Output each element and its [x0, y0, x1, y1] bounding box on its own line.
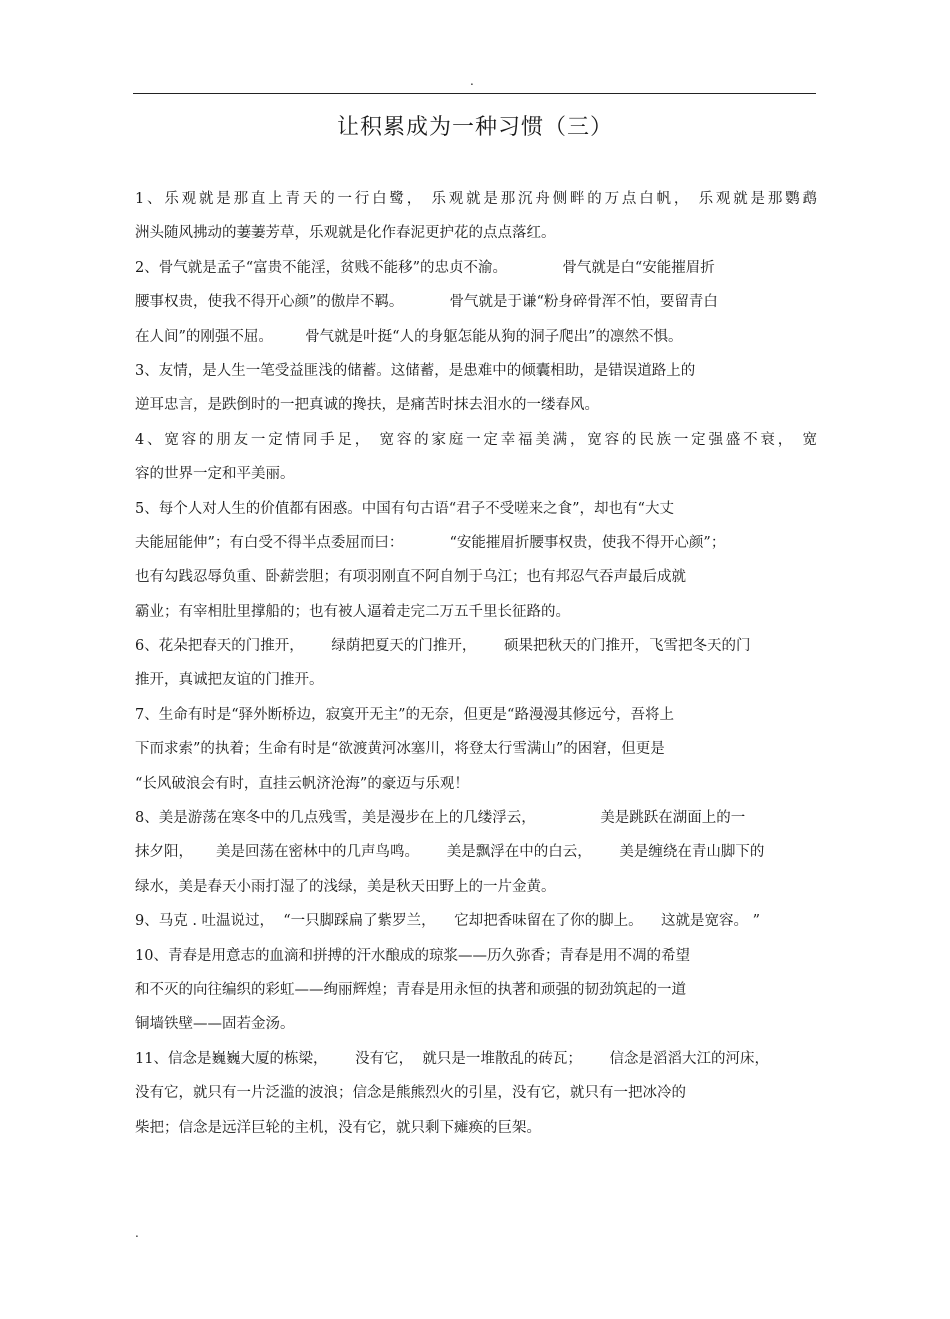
text-line: 腰事权贵，使我不得开心颜”的傲岸不羁。 骨气就是于谦“粉身碎骨浑不怕，要留青白	[135, 294, 718, 311]
text-line: 柴把；信念是远洋巨轮的主机，没有它，就只剩下瘫痪的巨架。	[135, 1119, 541, 1136]
text-line: 8、美是游荡在寒冬中的几点残雪，美是漫步在上的几缕浮云， 美是跳跃在湖面上的一	[135, 810, 746, 827]
header-rule	[133, 93, 816, 94]
text-line: 没有它，就只有一片泛滥的波浪；信念是熊熊烈火的引星，没有它，就只有一把冰冷的	[135, 1085, 686, 1102]
text-line: 10、青春是用意志的血滴和拼搏的汗水酿成的琼浆——历久弥香；青春是用不凋的希望	[135, 947, 690, 964]
text-line: 4、宽容的朋友一定情同手足， 宽容的家庭一定幸福美满，宽容的民族一定强盛不衰， 宽	[135, 431, 817, 448]
text-line: 5、每个人对人生的价值都有困惑。中国有句古语“君子不受嗟来之食”，却也有“大丈	[135, 500, 674, 517]
header-dot: .	[470, 74, 474, 88]
text-line: “长风破浪会有时，直挂云帆济沧海”的豪迈与乐观！	[135, 775, 469, 792]
text-line: 1、乐观就是那直上青天的一行白鹭， 乐观就是那沉舟侧畔的万点白帆， 乐观就是那鹦鹉	[135, 191, 817, 207]
text-line: 逆耳忠言，是跌倒时的一把真诚的搀扶，是痛苦时抹去泪水的一缕春风。	[135, 397, 599, 414]
text-line: 和不灭的向往编织的彩虹——绚丽辉煌；青春是用永恒的执著和顽强的韧劲筑起的一道	[135, 981, 686, 998]
text-line: 绿水，美是春天小雨打湿了的浅绿，美是秋天田野上的一片金黄。	[135, 878, 556, 895]
text-line: 7、生命有时是“驿外断桥边，寂寞开无主”的无奈，但更是“路漫漫其修远兮，吾将上	[135, 706, 674, 723]
text-line: 3、友情，是人生一笔受益匪浅的储蓄。这储蓄，是患难中的倾囊相助，是错误道路上的	[135, 362, 696, 379]
text-line: 在人间”的刚强不屈。 骨气就是叶挺“人的身躯怎能从狗的洞子爬出”的凛然不惧。	[135, 328, 683, 345]
page-title: 让积累成为一种习惯（三）	[336, 115, 613, 140]
text-line: 下而求索”的执着；生命有时是“欲渡黄河冰塞川，将登太行雪满山”的困窘，但更是	[135, 741, 665, 758]
text-line: 容的世界一定和平美丽。	[135, 466, 295, 483]
text-line: 洲头随风拂动的萋萋芳草，乐观就是化作春泥更护花的点点落红。	[135, 225, 556, 242]
text-line: 2、骨气就是孟子“富贵不能淫，贫贱不能移”的忠贞不渝。 骨气就是白“安能摧眉折	[135, 259, 715, 276]
text-line: 夫能屈能伸”；有白受不得半点委屈而曰： “安能摧眉折腰事权贵，使我不得开心颜”；	[135, 534, 726, 551]
footer-dot: .	[135, 1226, 139, 1240]
text-line: 抹夕阳， 美是回荡在密林中的几声鸟鸣。 美是飘浮在中的白云， 美是缠绕在青山脚下的	[135, 844, 765, 861]
text-line: 霸业；有宰相肚里撑船的；也有被人逼着走完二万五千里长征路的。	[135, 603, 570, 620]
text-line: 也有勾践忍辱负重、卧薪尝胆；有项羽刚直不阿自刎于乌江；也有邦忍气吞声最后成就	[135, 569, 686, 586]
text-line: 推开，真诚把友谊的门推开。	[135, 672, 324, 689]
text-line: 铜墙铁壁——固若金汤。	[135, 1016, 295, 1033]
text-line: 9、马克 . 吐温说过， “一只脚踩扁了紫罗兰， 它却把香味留在了你的脚上。 这就是宽容。 ”	[135, 913, 761, 930]
text-line: 11、信念是巍巍大厦的栋梁， 没有它， 就只是一堆散乱的砖瓦； 信念是滔滔大江的河床，	[135, 1050, 769, 1067]
document-body	[135, 182, 817, 1145]
text-line: 6、花朵把春天的门推开， 绿荫把夏天的门推开， 硕果把秋天的门推开，飞雪把冬天的门	[135, 638, 751, 655]
